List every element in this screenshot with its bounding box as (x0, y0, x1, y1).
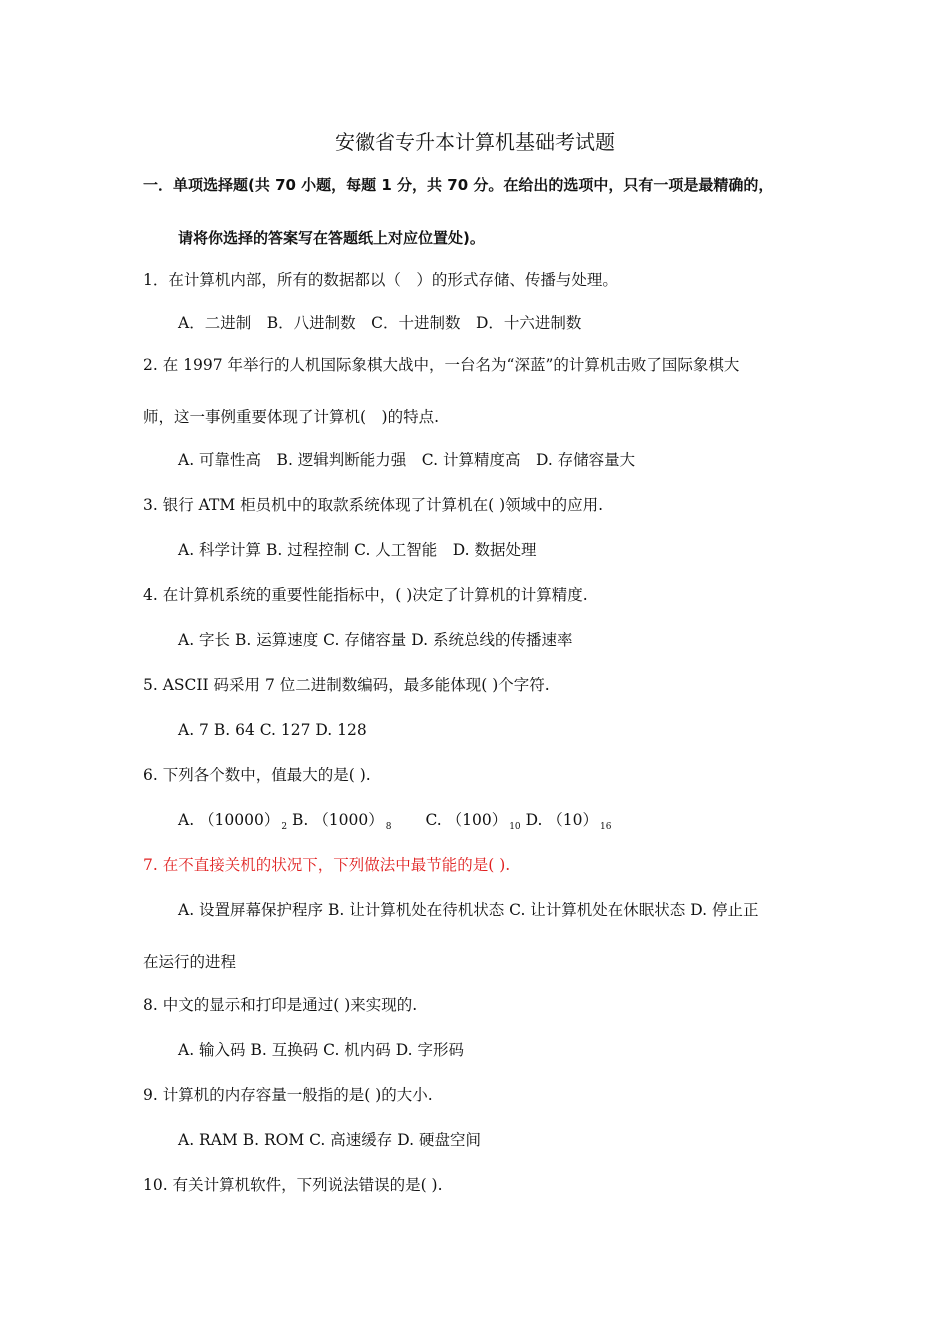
question-7-options: A. 设置屏幕保护程序 B. 让计算机处在待机状态 C. 让计算机处在休眠状态 D. 停止正 (178, 901, 759, 919)
option-a: A. （10000） (178, 811, 280, 829)
question-3-options: A. 科学计算 B. 过程控制 C. 人工智能 D. 数据处理 (178, 541, 537, 559)
option-d: D. （10） (520, 811, 599, 829)
question-1: 1．在计算机内部，所有的数据都以（ ）的形式存储、传播与处理。 (143, 271, 618, 289)
option-c: C. （100） (425, 811, 508, 829)
question-7: 7. 在不直接关机的状况下，下列做法中最节能的是( ). (143, 856, 511, 874)
question-3: 3. 银行 ATM 柜员机中的取款系统体现了计算机在( )领域中的应用. (143, 496, 604, 514)
question-9-options: A. RAM B. ROM C. 高速缓存 D. 硬盘空间 (178, 1131, 481, 1149)
section-heading-line-1: 一．单项选择题(共 70 小题，每题 1 分，共 70 分。在给出的选项中，只有一项是最精确的， (143, 176, 774, 194)
question-9: 9. 计算机的内存容量一般指的是( )的大小. (143, 1086, 433, 1104)
question-10: 10. 有关计算机软件，下列说法错误的是( ). (143, 1176, 443, 1194)
question-5-options: A. 7 B. 64 C. 127 D. 128 (178, 721, 367, 739)
option-b-base: 8 (385, 822, 392, 832)
question-8: 8. 中文的显示和打印是通过( )来实现的. (143, 996, 418, 1014)
question-7-options-continued: 在运行的进程 (143, 953, 237, 971)
question-4-options: A. 字长 B. 运算速度 C. 存储容量 D. 系统总线的传播速率 (178, 631, 573, 649)
question-4: 4. 在计算机系统的重要性能指标中，( )决定了计算机的计算精度. (143, 586, 588, 604)
question-6: 6. 下列各个数中，值最大的是( ). (143, 766, 371, 784)
section-heading-line-2: 请将你选择的答案写在答题纸上对应位置处)。 (178, 229, 485, 247)
option-d-base: 16 (600, 822, 612, 832)
option-b: B. （1000） (287, 811, 384, 829)
question-2-continued: 师，这一事例重要体现了计算机( )的特点. (143, 408, 440, 426)
question-8-options: A. 输入码 B. 互换码 C. 机内码 D. 字形码 (178, 1041, 464, 1059)
option-c-base: 10 (509, 822, 521, 832)
question-2: 2. 在 1997 年举行的人机国际象棋大战中，一台名为“深蓝”的计算机击败了国际象棋大 (143, 356, 740, 374)
document-title: 安徽省专升本计算机基础考试题 (335, 130, 615, 154)
question-6-options (178, 813, 612, 832)
question-2-options: A. 可靠性高 B. 逻辑判断能力强 C. 计算精度高 D. 存储容量大 (178, 451, 636, 469)
option-a-base: 2 (281, 822, 288, 832)
question-1-options: A．二进制 B．八进制数 C．十进制数 D．十六进制数 (178, 314, 582, 332)
question-5: 5. ASCII 码采用 7 位二进制数编码，最多能体现( )个字符. (143, 676, 550, 694)
